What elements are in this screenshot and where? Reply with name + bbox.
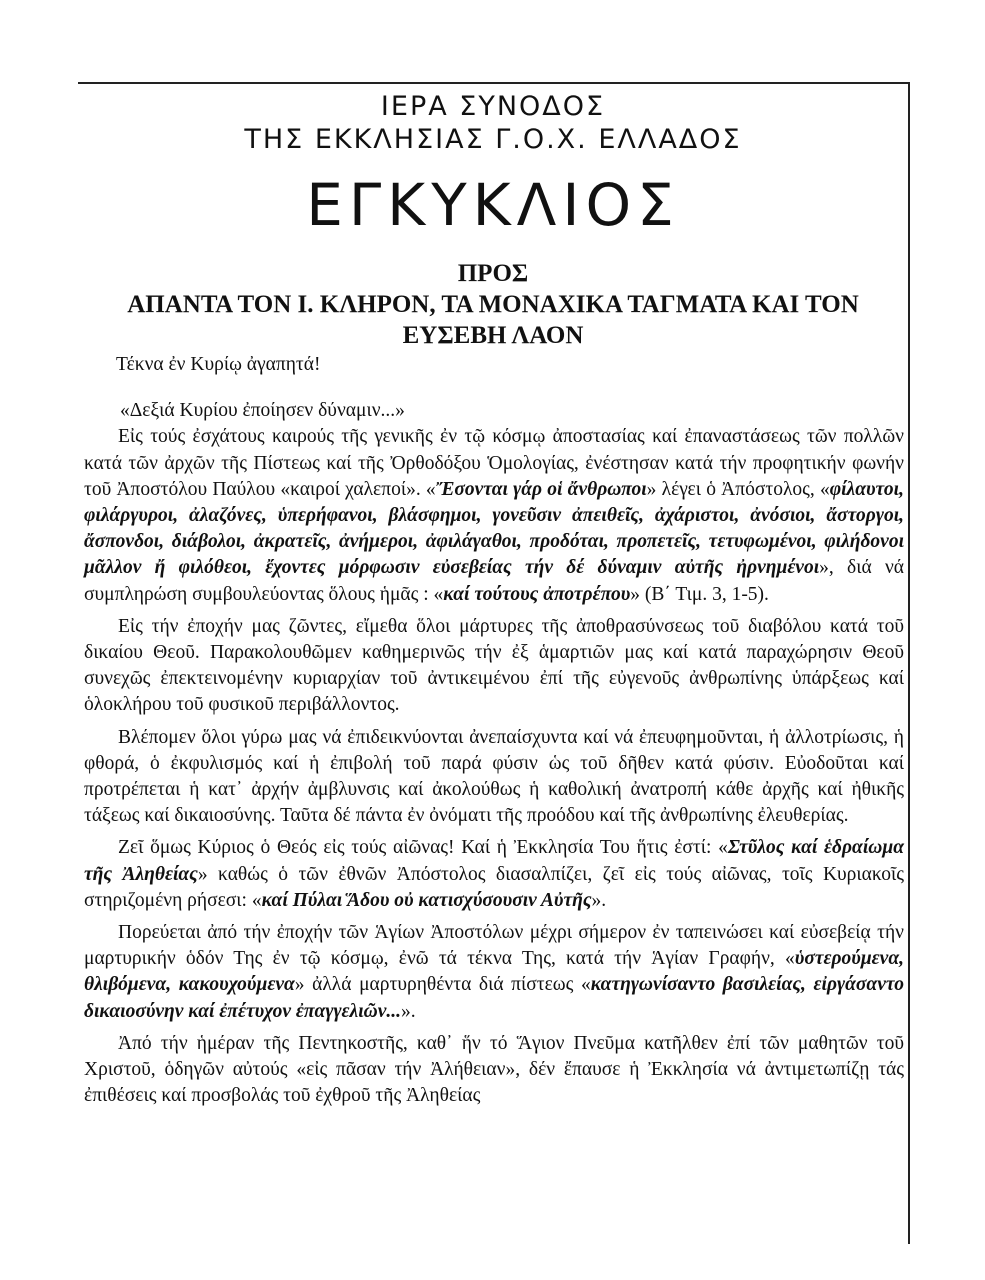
p1-bold-1: Ἔσονται γάρ οἱ ἄνθρωποι — [435, 478, 647, 500]
addressee-to: ΠΡΟΣ — [457, 260, 529, 287]
p5-bold-2: κατηγωνίσαντο βασιλείας, εἰργάσαντο δικαιοσύνην καί ἐπέτυχον ἐπαγγελιῶν... — [84, 974, 904, 1022]
paragraph-6: Ἀπό τήν ἡμέραν τῆς Πεντηκοστῆς, καθ᾽ ἥν τό Ἅγιον Πνεῦμα κατῆλθεν ἐπί τῶν μαθητῶν τοῦ Χριστοῦ, ὁδηγῶν αὐτούς «εἰς πᾶσαν τήν Ἀλήθειαν», δέν ἔπαυσε ἡ Ἐκκλησία νά ἀντιμετωπίζῃ τάς ἐπιθέσεις καί προσβολάς τοῦ ἐχθροῦ τῆς Ἀληθείας — [84, 1032, 904, 1107]
p1-text-2: » λέγει ὁ Ἀπόστολος, « — [646, 478, 830, 500]
p4-bold-2: καί Πύλαι Ἅδου οὐ κατισχύσουσιν Αὐτῆς — [261, 889, 592, 911]
synod-name-line2: ΤΗΣ ΕΚΚΛΗΣΙΑΣ Γ.Ο.Χ. ΕΛΛΑΔΟΣ — [244, 124, 742, 155]
addressee-line1: ΑΠΑΝΤΑ ΤΟΝ Ι. ΚΛΗΡΟΝ, ΤΑ ΜΟΝΑΧΙΚΑ ΤΑΓΜΑΤΑ ΚΑΙ ΤΟΝ — [127, 291, 859, 318]
paragraph-1 — [84, 424, 904, 607]
p1-text-1: Εἰς τούς ἐσχάτους καιρούς τῆς γενικῆς ἐν τῷ κόσμῳ ἀποστασίας καί ἐπαναστάσεως τῶν πολλῶν κατά τῶν ἀρχῶν τῆς Πίστεως καί τῆς Ὀρθοδόξου Ὁμολογίας, ἐνέστησαν κατά τήν προφητικήν φωνήν τοῦ Ἀποστόλου Παύλου «καιροί χαλεποί». « — [84, 426, 904, 500]
paragraph-4 — [84, 835, 904, 914]
document-title: ΕΓΚΥΚΛΙΟΣ — [306, 171, 680, 239]
synod-name-line1: ΙΕΡΑ ΣΥΝΟΔΟΣ — [380, 91, 606, 122]
p1-bold-2: φίλαυτοι, φιλάργυροι, ἀλαζόνες, ὑπερήφανοι, βλάσφημοι, γονεῦσιν ἀπειθεῖς, ἀχάριστοι, ἀνόσιοι, ἄστοργοι, ἄσπονδοι, διάβολοι, ἀκρατεῖς, ἀνήμεροι, ἀφιλάγαθοι, προδόται, προπετεῖς, τετυφωμένοι, φιλήδονοι μᾶλλον ἤ φιλόθεοι, ἔχοντες μόρφωσιν εὐσεβείας τήν δέ δύναμιν αὐτῆς ἠρνημένοι — [84, 478, 904, 579]
addressee-line2: ΕΥΣΕΒΗ ΛΑΟΝ — [402, 322, 584, 349]
paragraph-3: Βλέπομεν ὅλοι γύρω μας νά ἐπιδεικνύονται ἀνεπαίσχυντα καί νά ἐπευφημοῦνται, ἡ ἀλλοτρίωσις, ἡ φθορά, ὁ ἐκφυλισμός καί ἡ ἐπιβολή τοῦ παρά φύσιν ὡς τοῦ δῆθεν κατά φύσιν. Εὐοδοῦται καί προτρέπεται ἡ κατ᾽ ἀρχήν ἀμβλυνσις καί ἀκολούθως ἡ καθολική ἀνατροπή κάθε ἀρχῆς καί ἠθικῆς τάξεως καί δικαιοσύνης. Ταῦτα δέ πάντα ἐν ὀνόματι τῆς προόδου καί τῆς ἀνθρωπίνης ἐλευθερίας. — [84, 726, 904, 827]
p5-bold-1: ὑστερούμενα, θλιβόμενα, κακουχούμενα — [84, 948, 904, 996]
paragraph-2: Εἰς τήν ἐποχήν μας ζῶντες, εἴμεθα ὅλοι μάρτυρες τῆς ἀποθρασύνσεως τοῦ διαβόλου κατά τοῦ δικαίου Θεοῦ. Παρακολουθῶμεν καθημερινῶς τήν ἐξ ἁμαρτιῶν μας καί κατά παραχώρησιν Θεοῦ συνεχῶς ἐπεκτεινομένην κυριαρχίαν τοῦ ἀντικειμένου ἐπί τῆς εὐγενοῦς ἀνθρωπίνης ὑπάρξεως καί ὁλοκλήρου τοῦ φυσικοῦ περιβάλλοντος. — [84, 615, 904, 716]
document-header — [78, 90, 908, 351]
p4-text-1: Ζεῖ ὅμως Κύριος ὁ Θεός εἰς τούς αἰῶνας! Καί ἡ Ἐκκλησία Του ἥτις ἐστί: « — [118, 837, 728, 859]
paragraph-5 — [84, 920, 904, 1025]
p1-text-3: », διά νά συμπληρώση συμβουλεύοντας ὅλους ἡμᾶς : « — [84, 557, 904, 605]
p5-text-2: » ἀλλά μαρτυρηθέντα διά πίστεως « — [294, 974, 591, 996]
p4-text-2: » καθώς ὁ τῶν ἐθνῶν Ἀπόστολος διασαλπίζει, ζεῖ εἰς τούς αἰῶνας, τοῖς Κυριακοῖς στηριζομένη ρήσεσι: « — [84, 863, 904, 911]
p4-bold-1: Στῦλος καί ἑδραίωμα τῆς Ἀληθείας — [84, 837, 904, 885]
p5-text-1: Πορεύεται ἀπό τήν ἐποχήν τῶν Ἁγίων Ἀποστόλων μέχρι σήμερον ἐν ταπεινώσει καί εὐσεβείᾳ τήν μαρτυρικήν ὁδόν Της ἐν τῷ κόσμῳ, ἐνῶ τά τέκνα Της, κατά τήν Ἁγίαν Γραφήν, « — [84, 922, 904, 970]
p1-bold-3: καί τούτους ἀποτρέπου — [443, 583, 631, 605]
p5-text-3: ». — [401, 1000, 416, 1022]
p1-text-4: » (Β΄ Τιμ. 3, 1-5). — [630, 583, 769, 605]
opening-quote: «Δεξιά Κυρίου ἐποίησεν δύναμιν...» — [120, 400, 405, 422]
document-body — [84, 352, 904, 1109]
greeting: Τέκνα ἐν Κυρίῳ ἀγαπητά! — [116, 354, 321, 375]
p4-text-3: ». — [591, 889, 607, 911]
